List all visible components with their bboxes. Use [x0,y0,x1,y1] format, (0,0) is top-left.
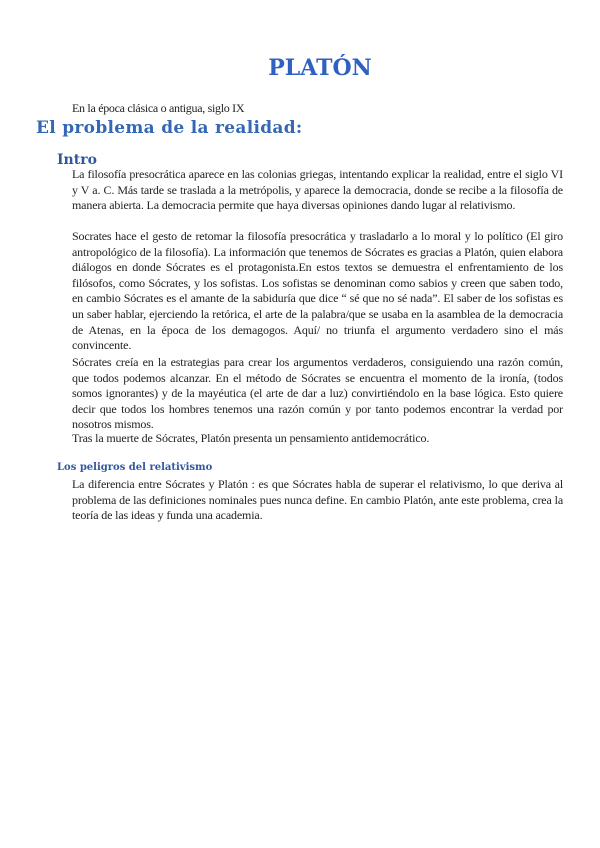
paragraph-socratic-method: Sócrates creía en la estrategias para crear los argumentos verdaderos, consiguiendo una razón común, que todos podemos alcanzar. En el método de Sócrates se encuentra el momento de la ironía, (todos somos ignorantes) y de la mayéutica (el arte de dar a luz) convirtiéndolo en la base lógica. Esto quiere decir que todos los hombres tenemos una razón común y por tanto podemos encontrar la verdad por nosotros mismos. [72,355,563,432]
epoch-line: En la época clásica o antigua, siglo IX [72,101,245,115]
paragraph-plato-antidemocratic: Tras la muerte de Sócrates, Platón presenta un pensamiento antidemocrático. [72,431,430,445]
section-heading: El problema de la realidad: [36,118,303,138]
paragraph-socrates-sophists: Socrates hace el gesto de retomar la filosofía presocrática y trasladarlo a lo moral y lo político (El giro antropológico de la filosofía). La información que tenemos de Sócrates es gracias a Platón, quien elabora diálogos en donde Sócrates es el protagonista.En estos textos se demuestra el enfrentamiento de los filósofos, como Sócrates, y los sofistas. Los sofistas se denominan como sabios y creen que saben todo, en cambio Sócrates es el amante de la sabiduría que dice “ sé que no sé nada”. El saber de los sofistas es un saber hablar, ejerciendo la retórica, el arte de la palabra/que se usaba en la asamblea de la democracia de Atenas, en la época de los demagogos. Aquí/ no triunfa el argumento verdadero sino el más convincente. [72,229,563,353]
document-title: PLATÓN [268,55,372,81]
paragraph-relativism: La diferencia entre Sócrates y Platón : es que Sócrates habla de superar el relativismo, lo que deriva al problema de las definiciones nominales pues nunca define. En cambio Platón, ante este problema, crea la teoría de las ideas y funda una academia. [72,477,563,523]
subsection-heading-relativism: Los peligros del relativismo [57,462,213,473]
paragraph-presocratic: La filosofía presocrática aparece en las colonias griegas, intentando explicar la realidad, entre el siglo VI y V a. C. Más tarde se traslada a la metrópolis, y aparece la democracia, donde se recibe a la filosofía de manera abierta. La democracia permite que haya diversas opiniones dando lugar al relativismo. [72,167,563,213]
subsection-heading-intro: Intro [57,152,97,168]
